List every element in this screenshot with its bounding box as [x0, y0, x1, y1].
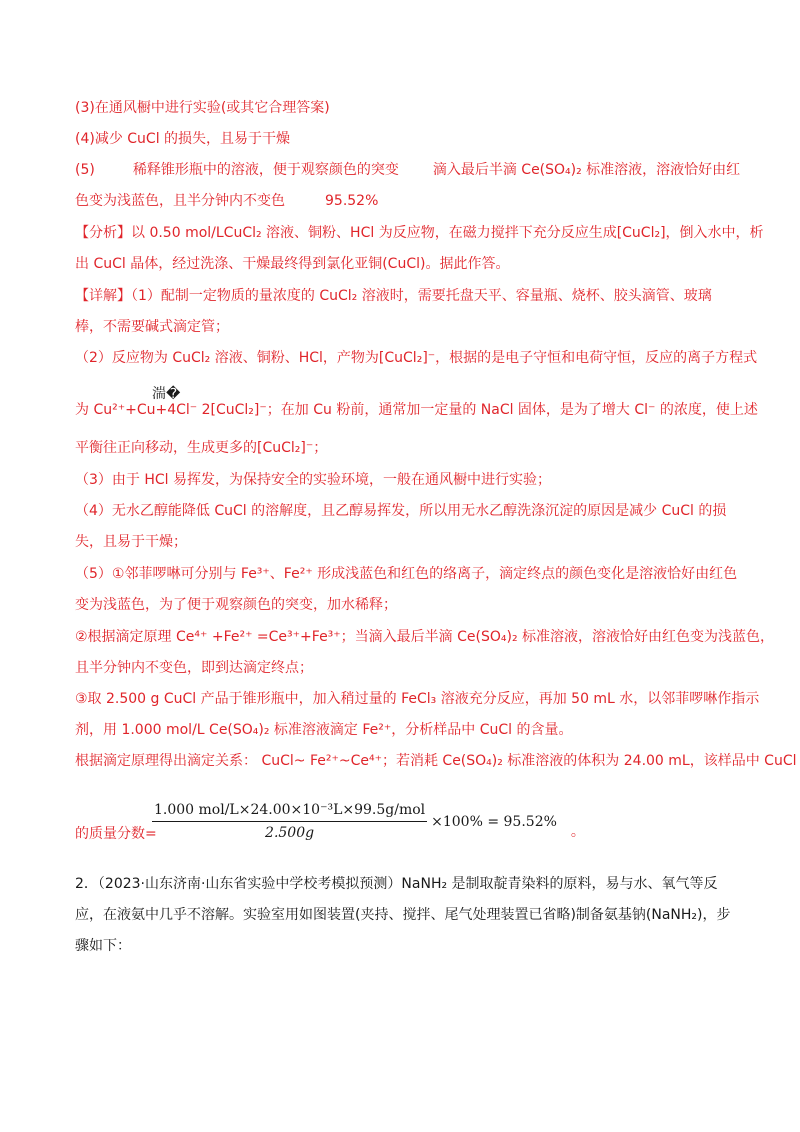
formula-denominator: 2.500g: [265, 825, 315, 841]
mass-fraction-formula: [152, 802, 585, 841]
detail-line2: 棒，不需要碱式滴定管；: [75, 319, 229, 335]
detail-line8: 失，且易于干燥；: [75, 534, 187, 550]
answer-5-result: 95.52%: [325, 193, 379, 209]
detail-line7: （4）无水乙醇能降低 CuCl 的溶解度，且乙醇易挥发，所以用无水乙醇洗涤沉淀的原因是减少 CuCl 的损: [75, 503, 727, 519]
detail-line10: 变为浅蓝色，为了便于观察颜色的突变，加水稀释；: [75, 597, 397, 613]
question2-line3: 骤如下：: [75, 938, 131, 954]
reaction-arrow-mark: 湍�: [152, 386, 181, 402]
detail-line15: 根据滴定原理得出滴定关系： CuCl~ Fe²⁺~Ce⁴⁺；若消耗 Ce(SO₄)₂ 标准溶液的体积为 24.00 mL，该样品中 CuCl: [75, 753, 797, 769]
formula-suffix: 。: [570, 823, 585, 840]
detail-line12: 且半分钟内不变色，即到达滴定终点；: [75, 660, 313, 676]
analysis-line1: 【分析】以 0.50 mol/LCuCl₂ 溶液、铜粉、HCl 为反应物，在磁力搅拌下充分反应生成[CuCl₂]，倒入水中，析: [75, 225, 764, 241]
question2-line2: 应，在液氨中几乎不溶解。实验室用如图装置(夹持、搅拌、尾气处理装置已省略)制备氨基钠(NaNH₂)，步: [75, 907, 731, 923]
formula-numerator: 1.000 mol/L×24.00×10⁻³L×99.5g/mol: [152, 802, 427, 822]
detail-line4: 为 Cu²⁺+Cu+4Cl⁻ 2[CuCl₂]⁻；在加 Cu 粉前，通常加一定量的 NaCl 固体，是为了增大 Cl⁻ 的浓度，使上述: [75, 402, 758, 418]
detail-line14: 剂，用 1.000 mol/L Ce(SO₄)₂ 标准溶液滴定 Fe²⁺，分析样品中 CuCl 的含量。: [75, 722, 573, 738]
answer-5-part2: 滴入最后半滴 Ce(SO₄)₂ 标准溶液，溶液恰好由红: [432, 162, 741, 178]
answer-4: (4)减少 CuCl 的损失，且易于干燥: [75, 131, 291, 147]
detail-line3: （2）反应物为 CuCl₂ 溶液、铜粉、HCl，产物为[CuCl₂]⁻，根据的是电子守恒和电荷守恒，反应的离子方程式: [75, 350, 758, 366]
detail-line5: 平衡往正向移动，生成更多的[CuCl₂]⁻；: [75, 440, 328, 456]
answer-3: (3)在通风橱中进行实验(或其它合理答案): [75, 100, 330, 116]
answer-5-number: (5): [75, 162, 95, 178]
answer-5-line1: [75, 161, 740, 179]
analysis-line2: 出 CuCl 晶体，经过洗涤、干燥最终得到氯化亚铜(CuCl)。据此作答。: [75, 256, 510, 272]
formula-fraction: [152, 802, 427, 841]
formula-prefix: 的质量分数=: [75, 826, 157, 842]
detail-line11: ②根据滴定原理 Ce⁴⁺ +Fe²⁺ =Ce³⁺+Fe³⁺；当滴入最后半滴 Ce(SO₄)₂ 标准溶液，溶液恰好由红色变为浅蓝色，: [75, 629, 775, 645]
detail-line9: （5）①邻菲啰啉可分别与 Fe³⁺、Fe²⁺ 形成浅蓝色和红色的络离子，滴定终点的颜色变化是溶液恰好由红色: [75, 566, 738, 582]
formula-tail: ×100% = 95.52%: [431, 813, 557, 830]
question2-line1: 2．（2023·山东济南·山东省实验中学校考模拟预测）NaNH₂ 是制取靛青染料的原料，易与水、氧气等反: [75, 876, 718, 892]
answer-5-desc: 色变为浅蓝色，且半分钟内不变色: [75, 193, 285, 209]
answer-5-line2: [75, 192, 378, 210]
detail-line6: （3）由于 HCl 易挥发，为保持安全的实验环境，一般在通风橱中进行实验；: [75, 472, 551, 488]
detail-line1: 【详解】（1）配制一定物质的量浓度的 CuCl₂ 溶液时，需要托盘天平、容量瓶、烧杯、胶头滴管、玻璃: [75, 288, 712, 304]
answer-5-part1: 稀释锥形瓶中的溶液，便于观察颜色的突变: [132, 162, 399, 178]
detail-line13: ③取 2.500 g CuCl 产品于锥形瓶中，加入稍过量的 FeCl₃ 溶液充分反应，再加 50 mL 水，以邻菲啰啉作指示: [75, 691, 760, 707]
